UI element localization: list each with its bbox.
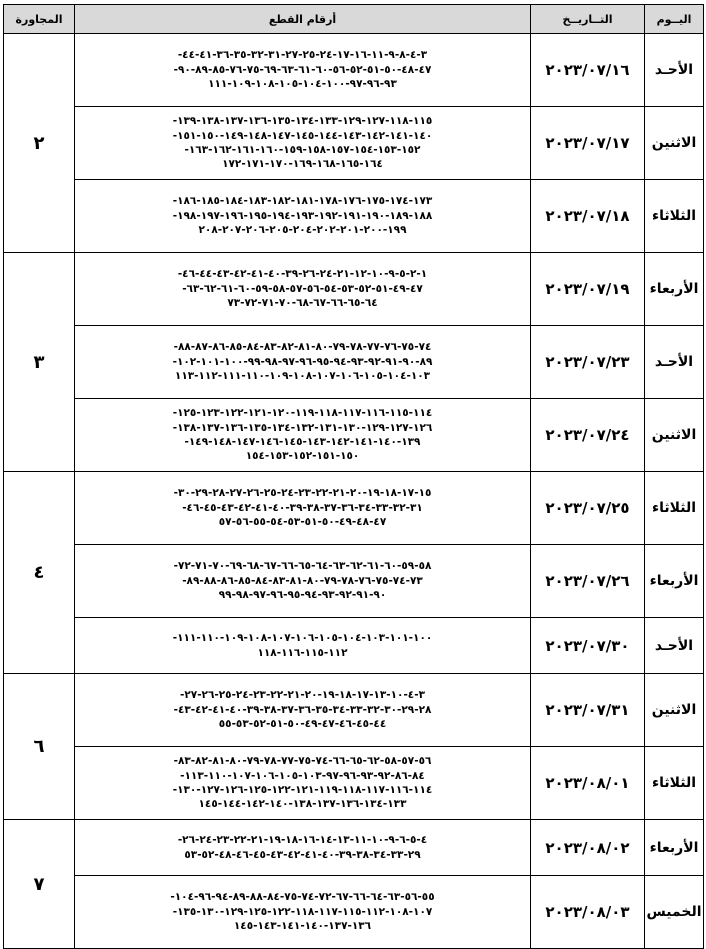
- day-cell: الثلاثاء: [645, 472, 704, 545]
- neighborhood-cell: ٦: [4, 674, 75, 820]
- pieces-line: ١٤٠-١٤١-١٤٢-١٤٣-١٤٤-١٤٥-١٤٧-١٤٨-١٤٩-١٥٠-١٥١-: [172, 129, 433, 142]
- day-cell: الأحـد: [645, 618, 704, 674]
- pieces-line: ١٢٦-١٢٧-١٢٩-١٣٠-١٣١-١٣٢-١٣٤-١٣٥-١٣٦-١٣٧-١٣٨-: [172, 421, 433, 434]
- header-row: [4, 5, 704, 34]
- table-row: [4, 34, 704, 107]
- pieces-line: ١٣٩-١٤٠-١٤١-١٤٢-١٤٣-١٤٥-١٤٦-١٤٧-١٤٨-١٤٩-: [184, 436, 421, 448]
- date-cell: ٢٠٢٣/٠٧/١٧: [531, 107, 645, 180]
- table-row: [4, 326, 704, 399]
- pieces-line: ١٠٣-١٠٤-١٠٥-١٠٦-١٠٧-١٠٨-١٠٩-١١٠-١١١-١١٢-١١٣: [174, 370, 431, 383]
- date-cell: ٢٠٢٣/٠٧/١٦: [531, 34, 645, 107]
- pieces-cell: [75, 545, 531, 618]
- date-cell: ٢٠٢٣/٠٧/٣١: [531, 674, 645, 747]
- pieces-line: ١١٢-١١٥-١١٦-١١٨: [257, 646, 348, 659]
- date-cell: ٢٠٢٣/٠٧/٢٣: [531, 326, 645, 399]
- pieces-line: ٨٤-٨٦-٩٢-٩٣-٩٦-٩٧-١٠٣-١٠٥-١٠٦-١٠٧-١١٠-١١٣-: [180, 769, 425, 782]
- date-cell: ٢٠٢٣/٠٧/٣٠: [531, 618, 645, 674]
- day-cell: الأربعاء: [645, 545, 704, 618]
- pieces-line: ١٥٠-١٥١-١٥٢-١٥٣-١٥٤: [245, 450, 360, 463]
- table-row: [4, 472, 704, 545]
- pieces-line: ٢٨-٢٩-٣٠-٣٢-٣٣-٣٤-٣٥-٣٦-٣٧-٣٨-٣٩-٤٠-٤١-٤٢-٤٣-: [173, 703, 432, 716]
- pieces-line: ١٠٧-١٠٨-١١٢-١١٥-١١٧-١١٨-١٢٢-١٢٥-١٢٩-١٣٠-١٣٥-: [172, 905, 433, 918]
- date-cell: ٢٠٢٣/٠٨/٠١: [531, 747, 645, 820]
- pieces-line: ٧٤-٧٥-٧٦-٧٧-٧٨-٧٩-٨٠-٨١-٨٢-٨٣-٨٤-٨٥-٨٦-٨٧-٨٨-: [173, 341, 432, 354]
- neighborhood-cell: ٣: [4, 253, 75, 472]
- date-cell: ٢٠٢٣/٠٧/٢٤: [531, 399, 645, 472]
- table-row: [4, 618, 704, 674]
- pieces-cell: [75, 674, 531, 747]
- neighborhood-cell: ٤: [4, 472, 75, 674]
- day-cell: الثلاثاء: [645, 747, 704, 820]
- pieces-line: ١٦٤-١٦٥-١٦٨-١٦٩-١٧٠-١٧١-١٧٢: [222, 158, 383, 171]
- pieces-line: ٤٧-٤٨-٥٠-٥١-٥٢-٥٦-٦٠-٦١-٦٣-٦٩-٧٥-٧٦-٨٥-٨٩-٩٠-: [173, 63, 432, 76]
- pieces-line: ١-٢-٥-٩-١٠-١٢-٢١-٢٤-٢٦-٣٩-٤٠-٤١-٤٢-٤٣-٤٤-٤٦-: [177, 268, 428, 281]
- table-row: [4, 545, 704, 618]
- pieces-cell: [75, 180, 531, 253]
- pieces-line: ١٣٣-١٣٤-١٣٦-١٣٧-١٣٨-١٤٠-١٤٢-١٤٤-١٤٥: [198, 798, 407, 811]
- pieces-line: ٢٩-٣٣-٣٤-٣٨-٣٩-٤٠-٤١-٤٢-٤٣-٤٥-٤٦-٤٨-٥٢-٥٣: [184, 848, 421, 861]
- pieces-line: ٤٤-٤٥-٤٦-٤٧-٤٩-٥٠-٥١-٥٢-٥٣-٥٥: [218, 718, 387, 731]
- day-cell: الأربعاء: [645, 253, 704, 326]
- date-cell: ٢٠٢٣/٠٨/٠٣: [531, 876, 645, 949]
- day-cell: الاثنين: [645, 399, 704, 472]
- pieces-cell: [75, 472, 531, 545]
- pieces-cell: [75, 326, 531, 399]
- date-cell: ٢٠٢٣/٠٨/٠٢: [531, 820, 645, 876]
- pieces-line: ٥٨-٥٩-٦٠-٦١-٦٢-٦٣-٦٤-٦٥-٦٦-٦٧-٦٨-٦٩-٧٠-٧١-٧٢-: [173, 560, 432, 573]
- date-cell: ٢٠٢٣/٠٧/٢٦: [531, 545, 645, 618]
- date-cell: ٢٠٢٣/٠٧/١٩: [531, 253, 645, 326]
- table-row: [4, 253, 704, 326]
- day-cell: الأربعاء: [645, 820, 704, 876]
- day-cell: الاثنين: [645, 674, 704, 747]
- pieces-cell: [75, 34, 531, 107]
- distribution-schedule-table: [3, 4, 704, 949]
- table-row: [4, 180, 704, 253]
- pieces-cell: [75, 876, 531, 949]
- date-cell: ٢٠٢٣/٠٧/٢٥: [531, 472, 645, 545]
- pieces-cell: [75, 747, 531, 820]
- table-row: [4, 820, 704, 876]
- neighborhood-cell: ٧: [4, 820, 75, 949]
- pieces-line: ١٥٢-١٥٣-١٥٤-١٥٧-١٥٨-١٥٩-١٦٠-١٦١-١٦٢-١٦٣-: [184, 144, 421, 156]
- header-pieces: أرقام القطع: [75, 5, 531, 34]
- pieces-line: ٣١-٣٢-٣٣-٣٤-٣٦-٣٧-٣٨-٣٩-٤٠-٤١-٤٢-٤٣-٤٥-٤٦-: [182, 501, 423, 514]
- day-cell: الأحـد: [645, 34, 704, 107]
- table-row: [4, 399, 704, 472]
- pieces-line: ٨٩-٩٠-٩١-٩٢-٩٣-٩٤-٩٥-٩٦-٩٧-٩٨-٩٩-١٠٠-١٠١-١٠٢-: [172, 355, 433, 368]
- pieces-line: ١٩٩-٢٠٠-٢٠١-٢٠٢-٢٠٤-٢٠٥-٢٠٦-٢٠٧-٢٠٨: [198, 224, 407, 237]
- pieces-line: ٧٣-٧٤-٧٥-٧٦-٧٨-٧٩-٨٠-٨١-٨٣-٨٤-٨٥-٨٦-٨٨-٨٩-: [182, 574, 423, 587]
- pieces-line: ٦٤-٦٥-٦٦-٦٧-٦٨-٧٠-٧١-٧٢-٧٣: [227, 297, 378, 310]
- pieces-line: ١٨٨-١٨٩-١٩٠-١٩١-١٩٢-١٩٣-١٩٤-١٩٥-١٩٦-١٩٧-١٩٨-: [172, 209, 433, 222]
- pieces-line: ٤-٥-٦-٩-١٠-١١-١٣-١٤-١٦-١٨-١٩-٢١-٢٢-٢٣-٢٤-٢٦-: [177, 834, 428, 847]
- pieces-line: ٤٧-٤٩-٥١-٥٢-٥٣-٥٤-٥٦-٥٧-٥٨-٥٩-٦٠-٦١-٦٢-٦٣-: [182, 282, 423, 295]
- pieces-cell: [75, 107, 531, 180]
- pieces-line: ٥٥-٥٦-٦٣-٦٤-٦٦-٦٧-٧٢-٧٤-٧٥-٨٤-٨٨-٨٩-٩٤-٩٦-١٠٤-: [170, 891, 435, 904]
- pieces-line: ٣-٤-١٠-١٣-١٧-١٨-١٩-٢٠-٢١-٢٢-٢٣-٢٤-٢٥-٢٦-٢٧-: [180, 689, 425, 702]
- neighborhood-cell: ٢: [4, 34, 75, 253]
- pieces-cell: [75, 253, 531, 326]
- header-date: التــاريــخ: [531, 5, 645, 34]
- pieces-line: ٤٧-٤٨-٤٩-٥٠-٥١-٥٣-٥٤-٥٥-٥٦-٥٧: [218, 516, 387, 529]
- day-cell: الخميس: [645, 876, 704, 949]
- table-row: [4, 107, 704, 180]
- schedule-body: [4, 34, 704, 949]
- pieces-line: ١٣٦-١٣٧-١٤٠-١٤١-١٤٣-١٤٥: [233, 920, 372, 933]
- table-row: [4, 674, 704, 747]
- day-cell: الأحـد: [645, 326, 704, 399]
- table-row: [4, 747, 704, 820]
- pieces-cell: [75, 399, 531, 472]
- pieces-cell: [75, 820, 531, 876]
- header-neighborhood: المجاورة: [4, 5, 75, 34]
- pieces-cell: [75, 618, 531, 674]
- pieces-line: ١٧٣-١٧٤-١٧٥-١٧٦-١٧٨-١٨١-١٨٢-١٨٣-١٨٤-١٨٥-١٨٦-: [172, 195, 433, 208]
- pieces-line: ١٠٠-١٠١-١٠٣-١٠٤-١٠٥-١٠٦-١٠٧-١٠٨-١٠٩-١١٠-١١١-: [172, 632, 433, 645]
- pieces-line: ١١٤-١١٥-١١٦-١١٧-١١٨-١١٩-١٢٠-١٢١-١٢٢-١٢٣-١٢٥-: [172, 407, 433, 420]
- pieces-line: ٩٠-٩١-٩٢-٩٣-٩٤-٩٥-٩٦-٩٧-٩٨-٩٩: [218, 589, 387, 602]
- pieces-line: ٩٣-٩٦-٩٧-١٠٠-١٠٤-١٠٥-١٠٨-١٠٩-١١١: [208, 78, 397, 91]
- pieces-line: ٥٦-٥٧-٥٨-٦٢-٦٥-٦٦-٧٤-٧٥-٧٧-٧٨-٧٩-٨٠-٨١-٨٢-٨٣-: [173, 755, 432, 768]
- pieces-line: ٣-٤-٨-٩-١١-١٦-١٧-٢٤-٢٥-٢٧-٣١-٣٢-٣٥-٣٦-٤١-٤٤-: [177, 49, 428, 62]
- date-cell: ٢٠٢٣/٠٧/١٨: [531, 180, 645, 253]
- header-day: اليــوم: [645, 5, 704, 34]
- day-cell: الثلاثاء: [645, 180, 704, 253]
- day-cell: الاثنين: [645, 107, 704, 180]
- table-row: [4, 876, 704, 949]
- pieces-line: ١١٤-١١٦-١١٧-١١٨-١١٩-١٢١-١٢٢-١٢٥-١٢٦-١٢٧-١٣٠-: [172, 784, 433, 796]
- pieces-line: ١٥-١٧-١٨-١٩-٢٠-٢١-٢٢-٢٣-٢٤-٢٥-٢٦-٢٧-٢٨-٢٩-٣٠-: [173, 487, 432, 500]
- pieces-line: ١١٥-١١٨-١٢٧-١٢٩-١٣٣-١٣٤-١٣٥-١٣٦-١٣٧-١٣٨-١٣٩-: [172, 115, 433, 128]
